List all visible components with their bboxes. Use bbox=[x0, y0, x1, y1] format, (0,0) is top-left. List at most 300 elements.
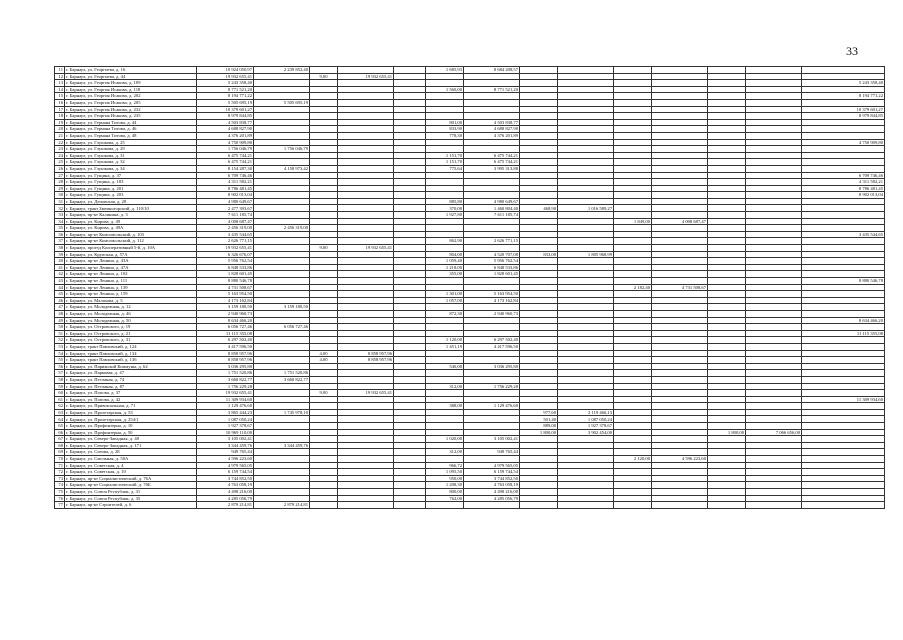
area-d-cell bbox=[520, 192, 558, 199]
area-f-cell bbox=[708, 93, 746, 100]
area-f-cell bbox=[708, 502, 746, 509]
area-d-cell bbox=[520, 126, 558, 133]
area-d-cell bbox=[520, 337, 558, 344]
area-e-cell bbox=[614, 113, 652, 120]
area-d-cell bbox=[520, 449, 558, 456]
area-d-cell bbox=[520, 93, 558, 100]
cost-d-cell bbox=[558, 297, 614, 304]
address-cell: г. Барнаул, ул. Георгия Исакова, д. 232 bbox=[65, 106, 197, 113]
area-d-cell bbox=[520, 390, 558, 397]
area-d-cell bbox=[520, 86, 558, 93]
address-cost-table bbox=[54, 66, 885, 509]
address-cell: г. Барнаул, ул. Попова, д. 37 bbox=[65, 390, 197, 397]
cost-c-cell bbox=[464, 423, 520, 430]
address-cell: г. Барнаул, ул. Гущина, д. 183 bbox=[65, 179, 197, 186]
area-e-cell bbox=[614, 423, 652, 430]
cost-b-cell bbox=[338, 119, 394, 126]
area-e-cell bbox=[614, 330, 652, 337]
area-d-cell bbox=[520, 172, 558, 179]
cost-b-cell bbox=[338, 423, 394, 430]
cost-g-cell: 8 194 771,22 bbox=[802, 93, 885, 100]
area-e-cell bbox=[614, 258, 652, 265]
cost-d-cell bbox=[558, 370, 614, 377]
cost-d-cell bbox=[558, 192, 614, 199]
cost-c-cell bbox=[464, 350, 520, 357]
address-cell: г. Барнаул, ул. Глушкова, д. 34 bbox=[65, 165, 197, 172]
area-c-cell bbox=[426, 139, 464, 146]
cost-b-cell bbox=[338, 99, 394, 106]
row-number-cell: 23 bbox=[55, 146, 65, 153]
cost-f-cell bbox=[746, 469, 802, 476]
count-b-cell bbox=[394, 251, 426, 258]
cost-g-cell bbox=[802, 212, 885, 219]
area-d-cell bbox=[520, 370, 558, 377]
address-cell: г. Барнаул, ул. Георгия Исакова, д. 205 bbox=[65, 99, 197, 106]
area-e-cell bbox=[614, 192, 652, 199]
table-row bbox=[55, 297, 885, 304]
area-d-cell bbox=[520, 297, 558, 304]
cost-a-cell bbox=[254, 357, 310, 364]
cost-f-cell bbox=[746, 416, 802, 423]
count-b-cell bbox=[394, 423, 426, 430]
cost-e-cell bbox=[652, 179, 708, 186]
cost-a-cell bbox=[254, 139, 310, 146]
cost-a-cell bbox=[254, 475, 310, 482]
address-cell: г. Барнаул, ул. Георгия Исакова, д. 118 bbox=[65, 86, 197, 93]
cost-c-cell: 4 376 201,89 bbox=[464, 132, 520, 139]
area-c-cell bbox=[426, 376, 464, 383]
table-row bbox=[55, 383, 885, 390]
total-cost-cell: 3 435 544,65 bbox=[197, 231, 254, 238]
area-f-cell bbox=[708, 251, 746, 258]
cost-b-cell bbox=[338, 185, 394, 192]
address-cell: г. Барнаул, ул. Союза Республик, д. 31 bbox=[65, 489, 197, 496]
total-cost-cell: 4 311 582,21 bbox=[197, 179, 254, 186]
cost-a-cell bbox=[254, 152, 310, 159]
address-cell: г. Барнаул, ул. Германа Титова, д. 44 bbox=[65, 119, 197, 126]
area-e-cell bbox=[614, 251, 652, 258]
address-cell: г. Барнаул, ул. Георгия Исакова, д. 235 bbox=[65, 113, 197, 120]
cost-f-cell bbox=[746, 363, 802, 370]
cost-g-cell bbox=[802, 469, 885, 476]
cost-g-cell: 8 979 844,85 bbox=[802, 113, 885, 120]
cost-g-cell bbox=[802, 146, 885, 153]
cost-c-cell: 7 611 185,74 bbox=[464, 212, 520, 219]
area-f-cell bbox=[708, 165, 746, 172]
table-row bbox=[55, 113, 885, 120]
cost-g-cell bbox=[802, 258, 885, 265]
cost-f-cell bbox=[746, 139, 802, 146]
cost-a-cell bbox=[254, 291, 310, 298]
total-cost-cell: 5 243 358,40 bbox=[197, 80, 254, 87]
count-b-cell bbox=[394, 159, 426, 166]
area-e-cell bbox=[614, 139, 652, 146]
cost-d-cell bbox=[558, 390, 614, 397]
area-c-cell: 1 059,40 bbox=[426, 258, 464, 265]
row-number-cell: 39 bbox=[55, 251, 65, 258]
total-cost-cell: 8 771 521,20 bbox=[197, 86, 254, 93]
area-d-cell bbox=[520, 489, 558, 496]
row-number-cell: 42 bbox=[55, 271, 65, 278]
area-e-cell bbox=[614, 310, 652, 317]
area-e-cell bbox=[614, 475, 652, 482]
count-b-cell bbox=[394, 258, 426, 265]
count-b-cell bbox=[394, 245, 426, 252]
cost-c-cell: 1 828 601,45 bbox=[464, 271, 520, 278]
area-c-cell bbox=[426, 113, 464, 120]
area-f-cell bbox=[708, 73, 746, 80]
cost-f-cell bbox=[746, 482, 802, 489]
cost-c-cell bbox=[464, 185, 520, 192]
table-row bbox=[55, 502, 885, 509]
cost-e-cell bbox=[652, 429, 708, 436]
cost-b-cell bbox=[338, 317, 394, 324]
cost-a-cell: 6 056 727,46 bbox=[254, 324, 310, 331]
area-f-cell bbox=[708, 278, 746, 285]
cost-f-cell bbox=[746, 192, 802, 199]
total-cost-cell: 5 956 762,54 bbox=[197, 258, 254, 265]
cost-b-cell bbox=[338, 264, 394, 271]
table-row bbox=[55, 218, 885, 225]
cost-g-cell: 8 902 013,04 bbox=[802, 192, 885, 199]
count-b-cell bbox=[394, 218, 426, 225]
area-c-cell bbox=[426, 357, 464, 364]
row-number-cell: 43 bbox=[55, 278, 65, 285]
cost-g-cell bbox=[802, 429, 885, 436]
cost-f-cell bbox=[746, 442, 802, 449]
cost-f-cell: 7 066 656,00 bbox=[746, 429, 802, 436]
cost-e-cell bbox=[652, 357, 708, 364]
count-a-cell bbox=[310, 80, 338, 87]
cost-f-cell bbox=[746, 238, 802, 245]
count-a-cell bbox=[310, 436, 338, 443]
row-number-cell: 32 bbox=[55, 205, 65, 212]
area-e-cell bbox=[614, 185, 652, 192]
cost-f-cell bbox=[746, 205, 802, 212]
area-d-cell bbox=[520, 383, 558, 390]
count-b-cell bbox=[394, 310, 426, 317]
row-number-cell: 57 bbox=[55, 370, 65, 377]
count-b-cell bbox=[394, 489, 426, 496]
cost-b-cell bbox=[338, 86, 394, 93]
table-row bbox=[55, 205, 885, 212]
cost-d-cell bbox=[558, 152, 614, 159]
area-f-cell bbox=[708, 291, 746, 298]
cost-e-cell bbox=[652, 449, 708, 456]
cost-e-cell bbox=[652, 113, 708, 120]
row-number-cell: 44 bbox=[55, 284, 65, 291]
cost-c-cell bbox=[464, 172, 520, 179]
cost-e-cell bbox=[652, 423, 708, 430]
cost-b-cell bbox=[338, 132, 394, 139]
area-e-cell bbox=[614, 442, 652, 449]
cost-d-cell bbox=[558, 469, 614, 476]
row-number-cell: 25 bbox=[55, 159, 65, 166]
count-b-cell bbox=[394, 165, 426, 172]
cost-e-cell bbox=[652, 462, 708, 469]
cost-g-cell bbox=[802, 370, 885, 377]
address-cell: г. Барнаул, ул. Гущина, д. 201 bbox=[65, 185, 197, 192]
row-number-cell: 41 bbox=[55, 264, 65, 271]
area-c-cell bbox=[426, 502, 464, 509]
cost-g-cell: 3 435 544,65 bbox=[802, 231, 885, 238]
total-cost-cell: 8 154 287,30 bbox=[197, 165, 254, 172]
cost-b-cell bbox=[338, 304, 394, 311]
address-cell: г. Барнаул, пр-кт Ленина, д. 111 bbox=[65, 278, 197, 285]
count-a-cell bbox=[310, 113, 338, 120]
count-a-cell bbox=[310, 205, 338, 212]
area-c-cell bbox=[426, 456, 464, 463]
address-cell: г. Барнаул, ул. Северо-Западная, д. 171 bbox=[65, 442, 197, 449]
count-a-cell bbox=[310, 146, 338, 153]
total-cost-cell: 3 159 180,50 bbox=[197, 304, 254, 311]
address-cell: г. Барнаул, тракт Павловский, д. 124 bbox=[65, 343, 197, 350]
area-f-cell bbox=[708, 317, 746, 324]
area-d-cell bbox=[520, 403, 558, 410]
area-e-cell bbox=[614, 93, 652, 100]
address-cell: г. Барнаул, ул. Островского, д. 19 bbox=[65, 324, 197, 331]
area-d-cell bbox=[520, 436, 558, 443]
area-f-cell bbox=[708, 238, 746, 245]
cost-e-cell bbox=[652, 238, 708, 245]
cost-a-cell bbox=[254, 495, 310, 502]
area-d-cell bbox=[520, 185, 558, 192]
cost-f-cell bbox=[746, 350, 802, 357]
total-cost-cell: 1 087 050,24 bbox=[197, 416, 254, 423]
cost-d-cell bbox=[558, 495, 614, 502]
area-e-cell bbox=[614, 403, 652, 410]
cost-d-cell bbox=[558, 489, 614, 496]
cost-f-cell bbox=[746, 93, 802, 100]
cost-f-cell bbox=[746, 297, 802, 304]
total-cost-cell: 2 456 319,00 bbox=[197, 225, 254, 232]
area-d-cell bbox=[520, 67, 558, 74]
cost-d-cell bbox=[558, 73, 614, 80]
table-row bbox=[55, 278, 885, 285]
area-f-cell bbox=[708, 416, 746, 423]
count-b-cell bbox=[394, 363, 426, 370]
cost-d-cell bbox=[558, 462, 614, 469]
row-number-cell: 37 bbox=[55, 238, 65, 245]
table-row bbox=[55, 403, 885, 410]
cost-g-cell bbox=[802, 297, 885, 304]
total-cost-cell: 1 927 378,67 bbox=[197, 423, 254, 430]
cost-b-cell bbox=[338, 429, 394, 436]
area-c-cell bbox=[426, 231, 464, 238]
count-a-cell bbox=[310, 442, 338, 449]
count-a-cell bbox=[310, 330, 338, 337]
count-b-cell bbox=[394, 390, 426, 397]
area-d-cell bbox=[520, 343, 558, 350]
cost-a-cell bbox=[254, 363, 310, 370]
table-row bbox=[55, 132, 885, 139]
address-cell: г. Барнаул, ул. Песчаная, д. 74 bbox=[65, 376, 197, 383]
count-b-cell bbox=[394, 264, 426, 271]
area-f-cell bbox=[708, 390, 746, 397]
count-b-cell bbox=[394, 436, 426, 443]
cost-f-cell bbox=[746, 383, 802, 390]
total-cost-cell: 6 056 727,46 bbox=[197, 324, 254, 331]
address-cell: г. Барнаул, ул. Гущина, д. 203 bbox=[65, 192, 197, 199]
total-cost-cell: 8 858 957,96 bbox=[197, 357, 254, 364]
cost-b-cell bbox=[338, 172, 394, 179]
cost-b-cell bbox=[338, 376, 394, 383]
cost-b-cell bbox=[338, 442, 394, 449]
table-row bbox=[55, 376, 885, 383]
cost-b-cell bbox=[338, 238, 394, 245]
address-cell: г. Барнаул, ул. Профинтерна, д. 50 bbox=[65, 429, 197, 436]
cost-b-cell bbox=[338, 449, 394, 456]
count-a-cell bbox=[310, 251, 338, 258]
area-f-cell bbox=[708, 304, 746, 311]
cost-a-cell bbox=[254, 423, 310, 430]
area-e-cell bbox=[614, 86, 652, 93]
count-b-cell bbox=[394, 343, 426, 350]
cost-d-cell bbox=[558, 475, 614, 482]
area-f-cell bbox=[708, 337, 746, 344]
area-e-cell bbox=[614, 396, 652, 403]
total-cost-cell: 3 660 822,77 bbox=[197, 376, 254, 383]
area-f-cell bbox=[708, 324, 746, 331]
cost-c-cell: 4 979 565,05 bbox=[464, 462, 520, 469]
cost-a-cell bbox=[254, 80, 310, 87]
address-cell: г. Барнаул, ул. Кирова, д. 49 bbox=[65, 218, 197, 225]
total-cost-cell: 2 477 393,67 bbox=[197, 205, 254, 212]
row-number-cell: 73 bbox=[55, 475, 65, 482]
table-row bbox=[55, 172, 885, 179]
cost-c-cell bbox=[464, 139, 520, 146]
cost-a-cell bbox=[254, 86, 310, 93]
cost-b-cell bbox=[338, 456, 394, 463]
count-b-cell bbox=[394, 185, 426, 192]
cost-f-cell bbox=[746, 258, 802, 265]
count-b-cell bbox=[394, 278, 426, 285]
area-e-cell bbox=[614, 106, 652, 113]
row-number-cell: 68 bbox=[55, 442, 65, 449]
area-f-cell bbox=[708, 456, 746, 463]
cost-d-cell bbox=[558, 310, 614, 317]
cost-e-cell bbox=[652, 106, 708, 113]
area-f-cell bbox=[708, 146, 746, 153]
row-number-cell: 61 bbox=[55, 396, 65, 403]
cost-d-cell bbox=[558, 396, 614, 403]
cost-c-cell: 6 159 744,54 bbox=[464, 469, 520, 476]
cost-d-cell bbox=[558, 284, 614, 291]
cost-g-cell bbox=[802, 475, 885, 482]
area-e-cell bbox=[614, 363, 652, 370]
cost-f-cell bbox=[746, 502, 802, 509]
cost-f-cell bbox=[746, 462, 802, 469]
table-row bbox=[55, 165, 885, 172]
area-f-cell bbox=[708, 231, 746, 238]
cost-d-cell bbox=[558, 67, 614, 74]
total-cost-cell: 8 786 481,45 bbox=[197, 185, 254, 192]
cost-b-cell: 8 858 957,96 bbox=[338, 350, 394, 357]
total-cost-cell: 6 297 502,40 bbox=[197, 337, 254, 344]
address-cell: г. Барнаул, ул. Германа Титова, д. 46 bbox=[65, 126, 197, 133]
cost-g-cell bbox=[802, 86, 885, 93]
area-e-cell bbox=[614, 469, 652, 476]
area-c-cell bbox=[426, 429, 464, 436]
row-number-cell: 33 bbox=[55, 212, 65, 219]
table-row bbox=[55, 370, 885, 377]
area-d-cell bbox=[520, 99, 558, 106]
cost-a-cell: 1 745 978,10 bbox=[254, 409, 310, 416]
count-a-cell bbox=[310, 489, 338, 496]
cost-f-cell bbox=[746, 218, 802, 225]
table-row bbox=[55, 264, 885, 271]
area-d-cell bbox=[520, 165, 558, 172]
area-f-cell bbox=[708, 297, 746, 304]
cost-g-cell bbox=[802, 99, 885, 106]
table-row bbox=[55, 423, 885, 430]
row-number-cell: 59 bbox=[55, 383, 65, 390]
cost-c-cell bbox=[464, 396, 520, 403]
cost-b-cell bbox=[338, 113, 394, 120]
address-cell: г. Барнаул, тракт Павловский, д. 134 bbox=[65, 350, 197, 357]
cost-g-cell bbox=[802, 126, 885, 133]
cost-e-cell bbox=[652, 390, 708, 397]
count-a-cell bbox=[310, 291, 338, 298]
table-row bbox=[55, 436, 885, 443]
cost-f-cell bbox=[746, 310, 802, 317]
cost-b-cell bbox=[338, 80, 394, 87]
area-d-cell bbox=[520, 264, 558, 271]
cost-a-cell: 2 879 214,81 bbox=[254, 502, 310, 509]
row-number-cell: 53 bbox=[55, 343, 65, 350]
row-number-cell: 66 bbox=[55, 429, 65, 436]
count-b-cell bbox=[394, 80, 426, 87]
cost-g-cell bbox=[802, 376, 885, 383]
address-cell: г. Барнаул, ул. Георгия Исакова, д. 109 bbox=[65, 80, 197, 87]
count-a-cell bbox=[310, 409, 338, 416]
cost-d-cell bbox=[558, 165, 614, 172]
cost-g-cell bbox=[802, 436, 885, 443]
area-e-cell bbox=[614, 179, 652, 186]
cost-b-cell bbox=[338, 192, 394, 199]
row-number-cell: 27 bbox=[55, 172, 65, 179]
cost-g-cell: 10 379 601,27 bbox=[802, 106, 885, 113]
row-number-cell: 18 bbox=[55, 113, 65, 120]
cost-b-cell bbox=[338, 409, 394, 416]
table-row bbox=[55, 449, 885, 456]
row-number-cell: 48 bbox=[55, 310, 65, 317]
cost-b-cell bbox=[338, 106, 394, 113]
count-a-cell bbox=[310, 225, 338, 232]
cost-a-cell bbox=[254, 212, 310, 219]
total-cost-cell: 10 924 050,97 bbox=[197, 67, 254, 74]
area-c-cell: 775,64 bbox=[426, 165, 464, 172]
cost-c-cell bbox=[464, 390, 520, 397]
cost-b-cell bbox=[338, 482, 394, 489]
count-a-cell bbox=[310, 502, 338, 509]
count-b-cell bbox=[394, 146, 426, 153]
cost-a-cell: 3 660 822,77 bbox=[254, 376, 310, 383]
cost-e-cell bbox=[652, 383, 708, 390]
count-a-cell: 4,00 bbox=[310, 357, 338, 364]
cost-c-cell: 3 744 852,50 bbox=[464, 475, 520, 482]
row-number-cell: 60 bbox=[55, 390, 65, 397]
area-d-cell bbox=[520, 462, 558, 469]
total-cost-cell: 4 285 056,79 bbox=[197, 495, 254, 502]
table-row bbox=[55, 350, 885, 357]
cost-b-cell bbox=[338, 495, 394, 502]
cost-g-cell: 8 786 481,45 bbox=[802, 185, 885, 192]
row-number-cell: 49 bbox=[55, 317, 65, 324]
total-cost-cell: 10 379 601,27 bbox=[197, 106, 254, 113]
cost-f-cell bbox=[746, 198, 802, 205]
area-c-cell bbox=[426, 396, 464, 403]
